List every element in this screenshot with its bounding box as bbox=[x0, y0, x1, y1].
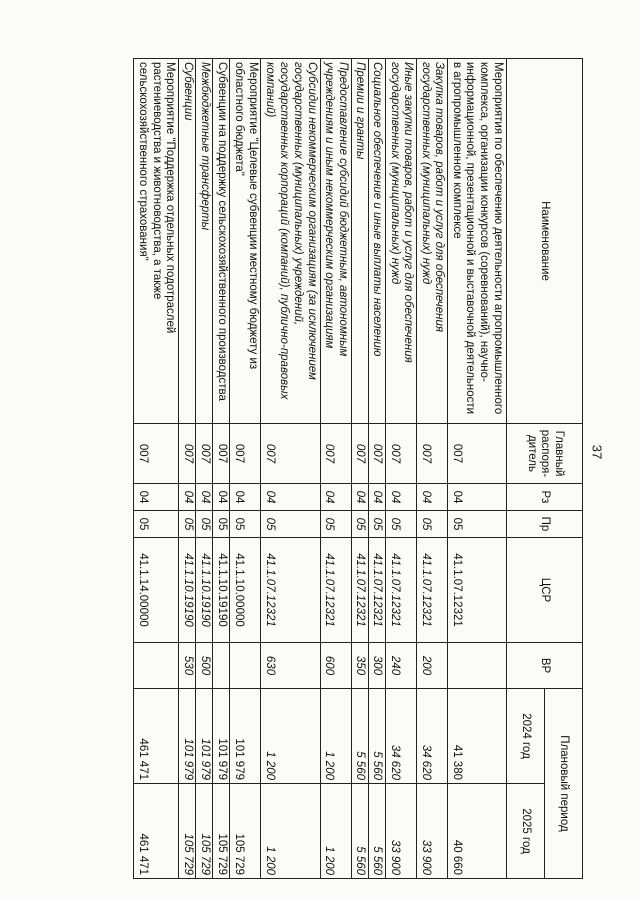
cell-csr: 41.1.07.12321 bbox=[261, 538, 320, 643]
cell-y2024: 34 620 bbox=[385, 689, 416, 784]
header-2025: 2025 год bbox=[507, 784, 545, 879]
cell-vr: 500 bbox=[196, 643, 213, 689]
cell-rz: 04 bbox=[368, 484, 385, 511]
cell-pr: 05 bbox=[179, 511, 196, 538]
cell-rz: 04 bbox=[134, 484, 179, 511]
cell-rz: 04 bbox=[179, 484, 196, 511]
cell-csr: 41.1.10.19190 bbox=[196, 538, 213, 643]
table-row bbox=[385, 59, 416, 879]
cell-pr: 05 bbox=[261, 511, 320, 538]
cell-csr: 41.1.07.12321 bbox=[416, 538, 447, 643]
cell-y2024: 461 471 bbox=[134, 689, 179, 784]
cell-name: Социальное обеспечение и иные выплаты населению bbox=[368, 59, 385, 424]
table-body bbox=[134, 59, 507, 879]
header-2024: 2024 год bbox=[507, 689, 545, 784]
table-row bbox=[368, 59, 385, 879]
cell-y2024: 1 200 bbox=[320, 689, 351, 784]
cell-y2024: 34 620 bbox=[416, 689, 447, 784]
cell-csr: 41.1.07.12321 bbox=[447, 538, 506, 643]
cell-y2024: 1 200 bbox=[261, 689, 320, 784]
table-row bbox=[351, 59, 368, 879]
cell-y2025: 461 471 bbox=[134, 784, 179, 879]
budget-table bbox=[133, 58, 583, 879]
cell-vr: 530 bbox=[179, 643, 196, 689]
cell-vr: 350 bbox=[351, 643, 368, 689]
cell-pr: 05 bbox=[230, 511, 261, 538]
cell-y2024: 41 380 bbox=[447, 689, 506, 784]
cell-glav: 007 bbox=[213, 424, 230, 484]
cell-pr: 05 bbox=[320, 511, 351, 538]
cell-glav: 007 bbox=[261, 424, 320, 484]
cell-y2025: 105 729 bbox=[179, 784, 196, 879]
cell-name: Межбюджетные трансферты bbox=[196, 59, 213, 424]
cell-rz: 04 bbox=[230, 484, 261, 511]
cell-glav: 007 bbox=[368, 424, 385, 484]
cell-glav: 007 bbox=[416, 424, 447, 484]
cell-glav: 007 bbox=[385, 424, 416, 484]
header-name: Наименование bbox=[507, 59, 583, 424]
cell-y2025: 5 560 bbox=[368, 784, 385, 879]
cell-pr: 05 bbox=[351, 511, 368, 538]
cell-y2024: 101 979 bbox=[213, 689, 230, 784]
cell-csr: 41.1.07.12321 bbox=[368, 538, 385, 643]
cell-vr: 300 bbox=[368, 643, 385, 689]
cell-pr: 05 bbox=[385, 511, 416, 538]
cell-y2025: 1 200 bbox=[261, 784, 320, 879]
cell-glav: 007 bbox=[196, 424, 213, 484]
cell-vr: 200 bbox=[416, 643, 447, 689]
cell-y2024: 5 560 bbox=[351, 689, 368, 784]
cell-vr: 240 bbox=[385, 643, 416, 689]
cell-pr: 05 bbox=[213, 511, 230, 538]
cell-name: Предоставление субсидий бюджетным, автономным учреждениям и иным некоммерческим организациям bbox=[320, 59, 351, 424]
cell-rz: 04 bbox=[196, 484, 213, 511]
cell-csr: 41.1.07.12321 bbox=[351, 538, 368, 643]
table-row bbox=[134, 59, 179, 879]
table-row bbox=[230, 59, 261, 879]
cell-y2025: 33 900 bbox=[416, 784, 447, 879]
cell-pr: 05 bbox=[134, 511, 179, 538]
table-row bbox=[261, 59, 320, 879]
cell-y2024: 5 560 bbox=[368, 689, 385, 784]
cell-rz: 04 bbox=[213, 484, 230, 511]
cell-name: Премии и гранты bbox=[351, 59, 368, 424]
cell-y2025: 40 660 bbox=[447, 784, 506, 879]
cell-vr bbox=[134, 643, 179, 689]
cell-y2025: 5 560 bbox=[351, 784, 368, 879]
cell-rz: 04 bbox=[261, 484, 320, 511]
cell-rz: 04 bbox=[416, 484, 447, 511]
cell-name: Иные закупки товаров, работ и услуг для обеспечения государственных (муниципальных) нужд bbox=[385, 59, 416, 424]
cell-rz: 04 bbox=[320, 484, 351, 511]
cell-rz: 04 bbox=[351, 484, 368, 511]
table-row bbox=[447, 59, 506, 879]
cell-glav: 007 bbox=[179, 424, 196, 484]
cell-name: Мероприятие "Поддержка отдельных подотраслей растениеводства и животноводства, а также сельскохозяйственного страхования" bbox=[134, 59, 179, 424]
cell-glav: 007 bbox=[447, 424, 506, 484]
cell-y2024: 101 979 bbox=[196, 689, 213, 784]
cell-pr: 05 bbox=[368, 511, 385, 538]
header-vr: ВР bbox=[507, 643, 583, 689]
cell-name: Закупка товаров, работ и услуг для обеспечения государственных (муниципальных) нужд bbox=[416, 59, 447, 424]
cell-name: Мероприятие "Целевые субвенции местному бюджету из областного бюджета" bbox=[230, 59, 261, 424]
cell-glav: 007 bbox=[320, 424, 351, 484]
cell-y2024: 101 979 bbox=[230, 689, 261, 784]
cell-y2025: 33 900 bbox=[385, 784, 416, 879]
budget-table-container bbox=[133, 58, 583, 878]
cell-y2025: 105 729 bbox=[213, 784, 230, 879]
header-pr: Пр bbox=[507, 511, 583, 538]
table-row bbox=[416, 59, 447, 879]
cell-glav: 007 bbox=[230, 424, 261, 484]
cell-vr: 600 bbox=[320, 643, 351, 689]
header-glav: Главный распоря-дитель bbox=[507, 424, 583, 484]
cell-vr: 630 bbox=[261, 643, 320, 689]
header-period: Плановый период bbox=[545, 689, 583, 879]
cell-rz: 04 bbox=[447, 484, 506, 511]
cell-vr bbox=[447, 643, 506, 689]
cell-name: Субвенции bbox=[179, 59, 196, 424]
cell-y2025: 105 729 bbox=[196, 784, 213, 879]
cell-rz: 04 bbox=[385, 484, 416, 511]
cell-csr: 41.1.14.00000 bbox=[134, 538, 179, 643]
cell-vr bbox=[213, 643, 230, 689]
cell-csr: 41.1.07.12321 bbox=[320, 538, 351, 643]
table-row bbox=[213, 59, 230, 879]
cell-name: Субвенции на поддержку сельскохозяйственного производства bbox=[213, 59, 230, 424]
cell-pr: 05 bbox=[196, 511, 213, 538]
cell-csr: 41.1.10.00000 bbox=[230, 538, 261, 643]
cell-csr: 41.1.10.19190 bbox=[213, 538, 230, 643]
table-row bbox=[179, 59, 196, 879]
cell-glav: 007 bbox=[351, 424, 368, 484]
header-rz: Рз bbox=[507, 484, 583, 511]
cell-name: Субсидии некоммерческим организациям (за исключением государственных (муниципальных) учреждений, государственных корпораций (компаний), публично-правовых компаний) bbox=[261, 59, 320, 424]
table-row bbox=[196, 59, 213, 879]
cell-pr: 05 bbox=[447, 511, 506, 538]
page-number: 37 bbox=[589, 444, 605, 460]
cell-y2024: 101 979 bbox=[179, 689, 196, 784]
cell-pr: 05 bbox=[416, 511, 447, 538]
cell-csr: 41.1.07.12321 bbox=[385, 538, 416, 643]
header-csr: ЦСР bbox=[507, 538, 583, 643]
cell-csr: 41.1.10.19190 bbox=[179, 538, 196, 643]
cell-vr bbox=[230, 643, 261, 689]
cell-name: Мероприятия по обеспечению деятельности агропромышленного комплекса, организации конкурсов (соревнований), научно-информационной, презентационной и выставочной деятельности в агропромышленном комплексе bbox=[447, 59, 506, 424]
cell-y2025: 105 729 bbox=[230, 784, 261, 879]
cell-y2025: 1 200 bbox=[320, 784, 351, 879]
cell-glav: 007 bbox=[134, 424, 179, 484]
table-row bbox=[320, 59, 351, 879]
